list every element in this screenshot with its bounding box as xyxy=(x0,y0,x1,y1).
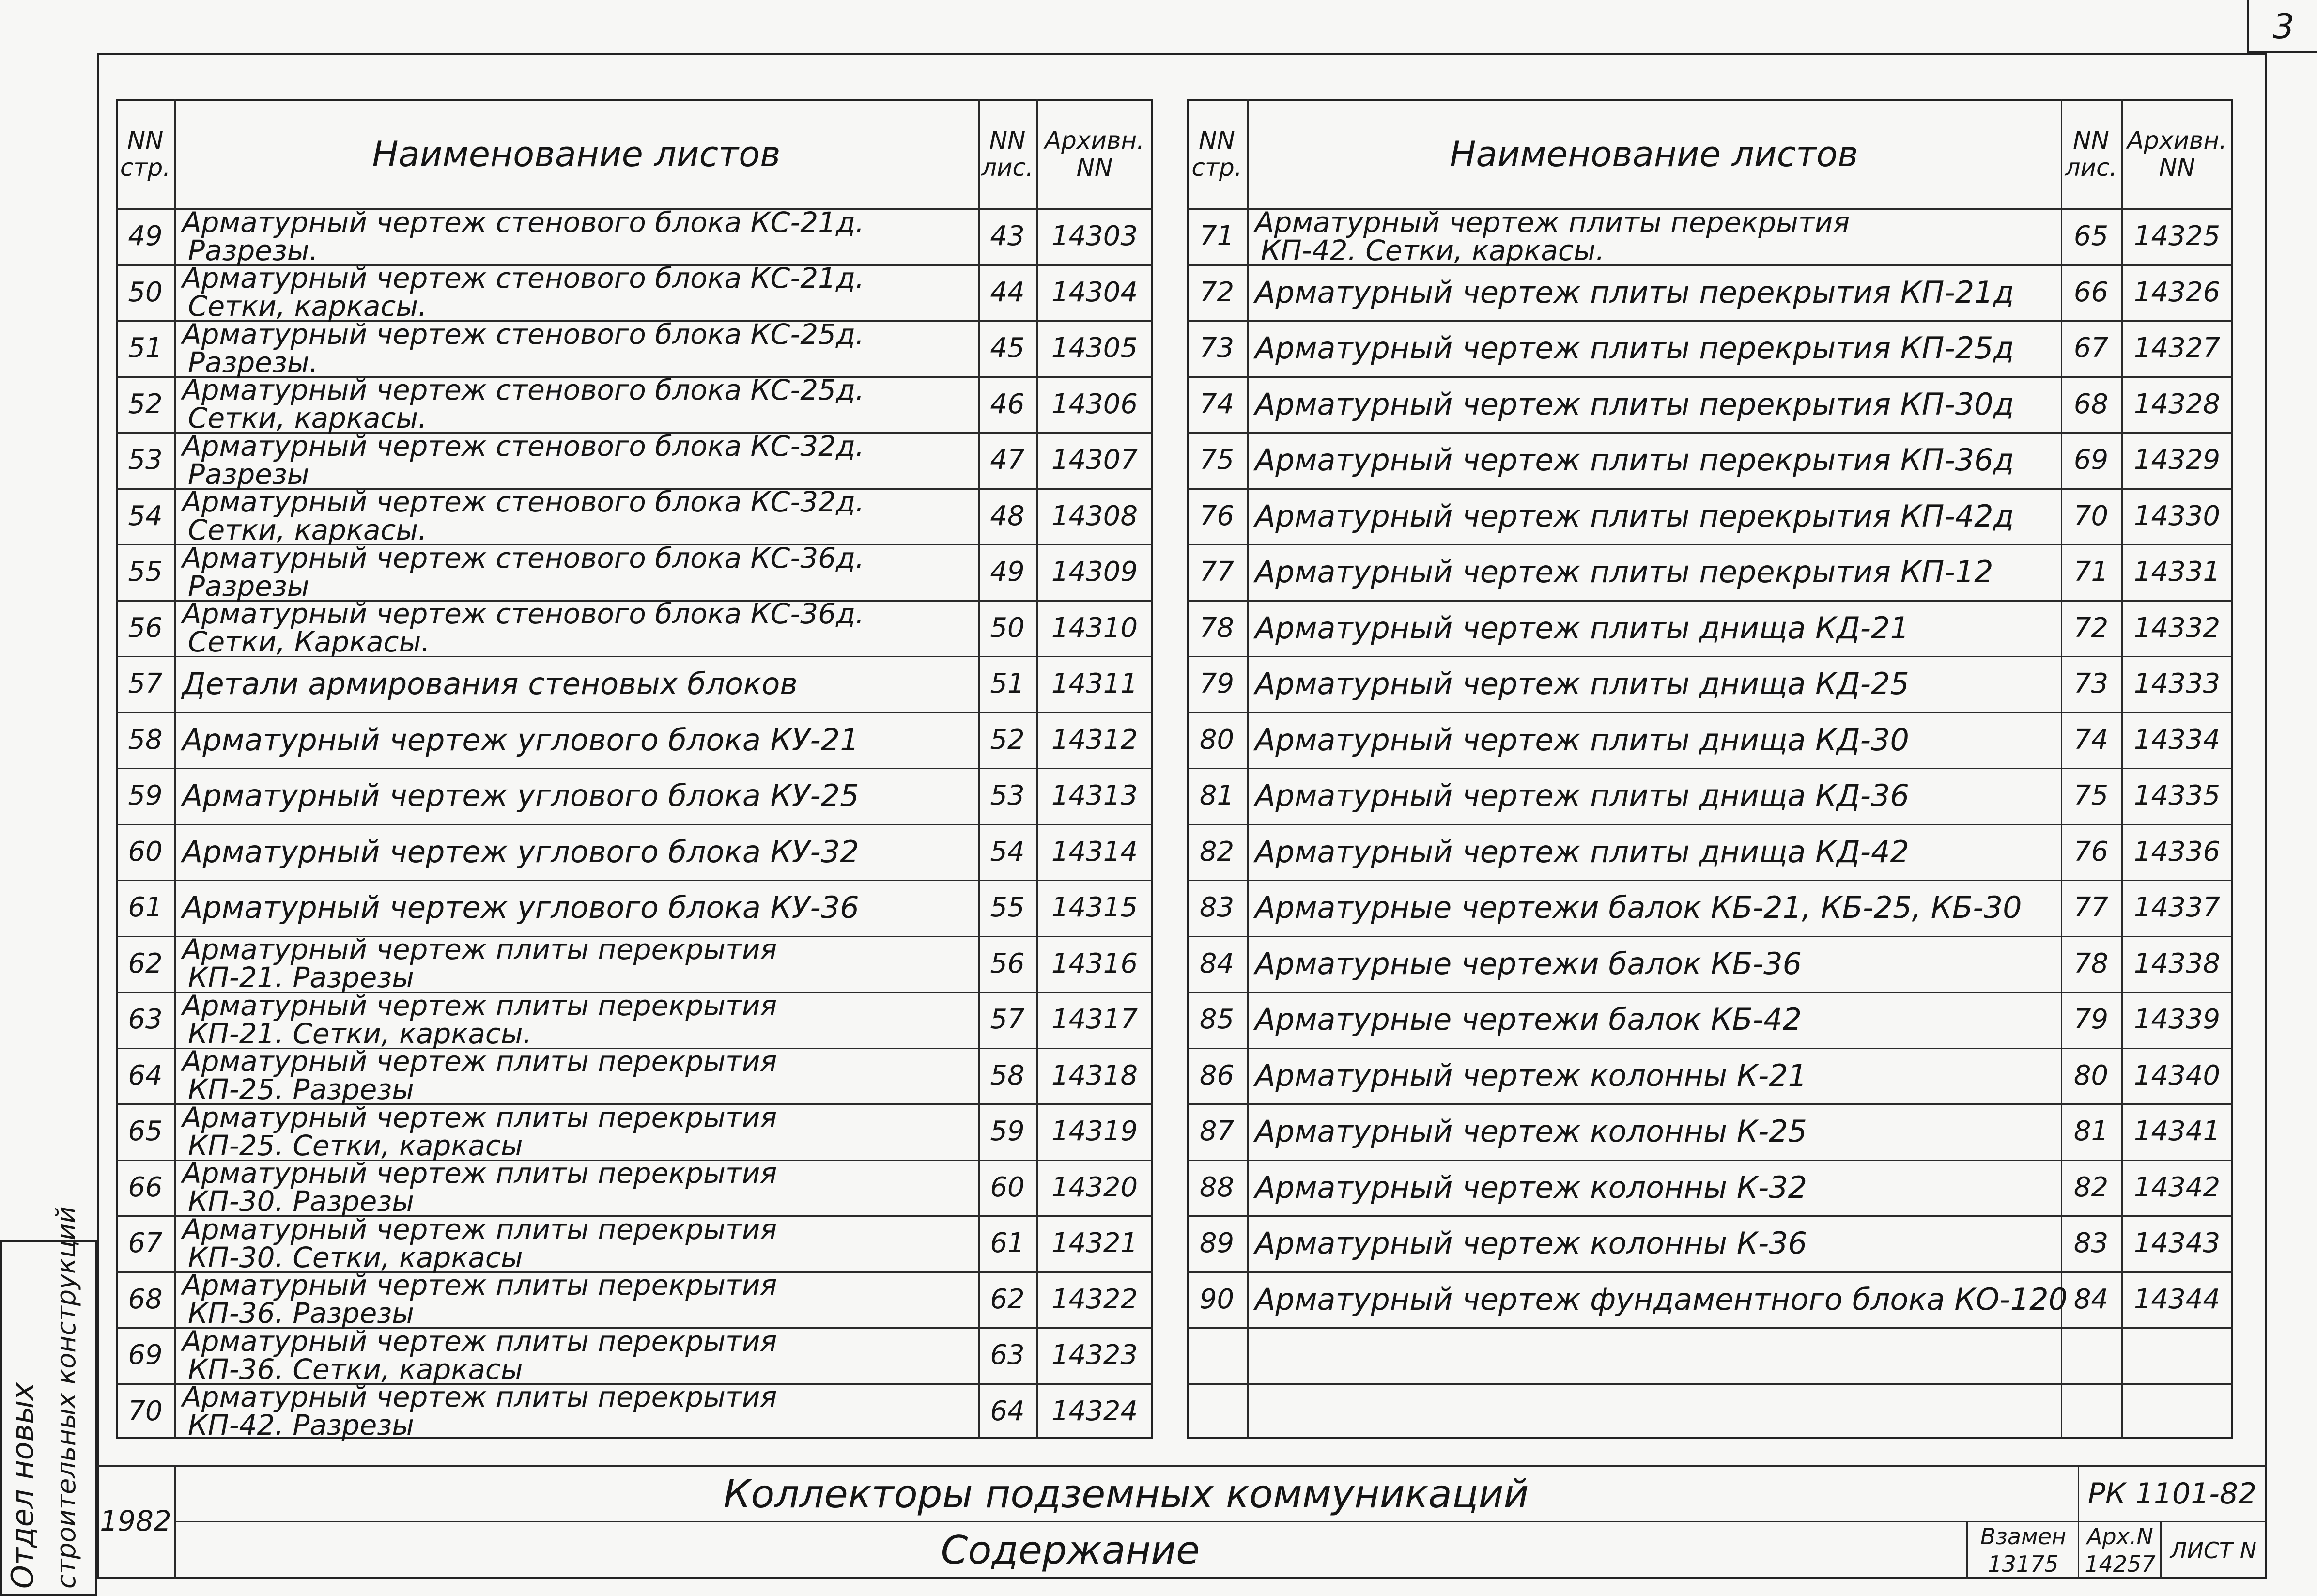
row-sheet-name-line: Сетки, каркасы. xyxy=(188,402,427,435)
row-sheet-name xyxy=(1247,1048,2061,1104)
row-sheet-number: 64 xyxy=(990,1395,1025,1427)
row-sheet-name xyxy=(1247,376,2061,433)
row-archive-number: 14341 xyxy=(2133,1116,2221,1147)
row-sheet-name-line: Арматурный чертеж плиты перекрытия xyxy=(182,1324,777,1358)
row-archive-number: 14330 xyxy=(2133,500,2221,532)
row-sheet-name xyxy=(174,1380,978,1442)
row-page-number xyxy=(1187,1383,1247,1440)
row-sheet-name xyxy=(174,1324,978,1386)
row-sheet-number: 60 xyxy=(990,1171,1025,1203)
row-archive-number: 14327 xyxy=(2133,332,2221,364)
row-page-number: 81 xyxy=(1199,780,1235,812)
row-sheet-name-line: КП-36. Разрезы xyxy=(188,1297,414,1330)
row-sheet-number: 73 xyxy=(2073,668,2109,700)
row-sheet-name-line: Арматурный чертеж плиты днища КД-21 xyxy=(1255,610,1909,646)
header-sheet-number xyxy=(978,99,1036,208)
row-sheet-number: 74 xyxy=(2073,724,2109,756)
row-archive-number: 14328 xyxy=(2133,388,2221,420)
row-page-number: 53 xyxy=(128,444,163,476)
row-sheet-name xyxy=(1247,544,2061,600)
row-archive-number: 14315 xyxy=(1051,892,1138,924)
row-archive-number: 14319 xyxy=(1051,1116,1138,1147)
row-page-number: 84 xyxy=(1199,947,1235,979)
row-sheet-number: 44 xyxy=(990,276,1025,308)
row-archive-number: 14324 xyxy=(1051,1395,1138,1427)
row-sheet-name-line: Арматурный чертеж углового блока КУ-21 xyxy=(182,722,859,758)
row-sheet-name-line: КП-25. Сетки, каркасы xyxy=(188,1129,523,1162)
row-sheet-name-line: Арматурный чертеж стенового блока КС-25д. xyxy=(182,373,865,407)
row-sheet-name xyxy=(1247,712,2061,768)
row-sheet-name-line: Арматурный чертеж стенового блока КС-36д. xyxy=(182,541,865,574)
row-sheet-name-line: Арматурный чертеж стенового блока КС-25д. xyxy=(182,317,865,351)
row-sheet-number: 45 xyxy=(990,332,1025,364)
row-sheet-number: 43 xyxy=(990,220,1025,252)
row-page-number: 89 xyxy=(1199,1227,1235,1259)
row-archive-number: 14336 xyxy=(2133,836,2221,868)
row-page-number: 71 xyxy=(1199,220,1235,252)
row-sheet-number: 81 xyxy=(2073,1116,2109,1147)
row-sheet-name-line: Арматурный чертеж углового блока КУ-36 xyxy=(182,890,859,926)
row-sheet-name xyxy=(1247,768,2061,824)
row-archive-number: 14306 xyxy=(1051,388,1138,420)
row-sheet-name xyxy=(174,597,978,659)
row-page-number: 64 xyxy=(128,1059,163,1091)
row-archive-number: 14326 xyxy=(2133,276,2221,308)
row-page-number: 80 xyxy=(1199,724,1235,756)
row-sheet-number: 72 xyxy=(2073,612,2109,644)
row-sheet-number xyxy=(2061,1383,2121,1440)
row-sheet-name-line: КП-42. Сетки, каркасы. xyxy=(1261,233,1605,267)
row-page-number: 60 xyxy=(128,836,163,868)
row-sheet-name-line: Арматурный чертеж плиты перекрытия КП-42д xyxy=(1255,498,2014,534)
row-page-number: 73 xyxy=(1199,332,1235,364)
sheet-number: 3 xyxy=(2272,7,2295,46)
row-page-number: 61 xyxy=(128,892,163,924)
header-page-number-line: стр. xyxy=(1191,153,1242,182)
row-sheet-name xyxy=(1247,1215,2061,1271)
row-sheet-name xyxy=(174,989,978,1050)
row-sheet-name xyxy=(174,205,978,267)
row-sheet-name xyxy=(174,712,978,768)
row-sheet-name-line: Арматурный чертеж колонны К-25 xyxy=(1255,1114,1807,1149)
header-archive-number-line: NN xyxy=(1076,153,1113,182)
row-sheet-name xyxy=(174,880,978,936)
row-sheet-name-line: Арматурный чертеж плиты днища КД-25 xyxy=(1255,666,1909,702)
header-sheet-name: Наименование листов xyxy=(372,133,781,174)
document-code: РК 1101-82 xyxy=(2087,1477,2257,1511)
row-sheet-name-line: Арматурный чертеж плиты перекрытия КП-25д xyxy=(1255,330,2014,366)
row-sheet-number: 53 xyxy=(990,780,1025,812)
row-sheet-number: 47 xyxy=(990,444,1025,476)
row-archive-number: 14329 xyxy=(2133,444,2221,476)
row-sheet-name xyxy=(1247,600,2061,656)
row-archive-number: 14304 xyxy=(1051,276,1138,308)
row-sheet-name-line: Разрезы xyxy=(188,457,309,491)
row-sheet-name xyxy=(174,768,978,824)
row-sheet-name xyxy=(174,317,978,379)
row-sheet-name xyxy=(1247,656,2061,712)
row-sheet-name-line: Арматурный чертеж плиты перекрытия КП-30д xyxy=(1255,386,2014,422)
row-sheet-name-line: Арматурные чертежи балок КБ-21, КБ-25, КБ-30 xyxy=(1255,890,2022,926)
row-sheet-number: 63 xyxy=(990,1339,1025,1371)
row-sheet-name-line: Арматурный чертеж стенового блока КС-21д. xyxy=(182,262,865,295)
header-archive-number-line: NN xyxy=(2159,153,2195,182)
row-sheet-name-line: Арматурный чертеж колонны К-21 xyxy=(1255,1057,1807,1093)
row-sheet-name-line: Сетки, каркасы. xyxy=(188,513,427,547)
row-page-number: 70 xyxy=(128,1395,163,1427)
row-sheet-name-line: Арматурный чертеж плиты перекрытия КП-36д xyxy=(1255,442,2014,478)
row-archive-number: 14331 xyxy=(2133,556,2221,588)
row-archive-number: 14343 xyxy=(2133,1227,2221,1259)
row-sheet-name-line: Арматурный чертеж плиты днища КД-30 xyxy=(1255,722,1909,758)
row-archive-number: 14338 xyxy=(2133,947,2221,979)
sheet-title: Содержание xyxy=(941,1528,1200,1573)
row-sheet-name-line: Арматурный чертеж углового блока КУ-32 xyxy=(182,834,859,869)
row-page-number: 50 xyxy=(128,276,163,308)
row-page-number: 65 xyxy=(128,1116,163,1147)
side-stamp-line1: Отдел новых xyxy=(5,1382,40,1589)
row-sheet-name-line: КП-42. Разрезы xyxy=(188,1409,414,1442)
row-page-number: 56 xyxy=(128,612,163,644)
row-sheet-number: 57 xyxy=(990,1004,1025,1036)
row-page-number: 54 xyxy=(128,500,163,532)
row-sheet-number: 59 xyxy=(990,1116,1025,1147)
row-sheet-name-line: Арматурные чертежи балок КБ-36 xyxy=(1255,945,1802,981)
row-sheet-name xyxy=(174,933,978,994)
row-sheet-name-line: Детали армирования стеновых блоков xyxy=(182,666,798,702)
row-sheet-name-line: КП-36. Сетки, каркасы xyxy=(188,1352,523,1386)
header-sheet-number-line: NN xyxy=(2073,126,2109,155)
row-sheet-name-line: Арматурный чертеж плиты перекрытия xyxy=(182,1157,777,1190)
row-page-number: 59 xyxy=(128,780,163,812)
header-page-number xyxy=(116,99,174,208)
row-page-number: 75 xyxy=(1199,444,1235,476)
row-sheet-name-line: Разрезы xyxy=(188,569,309,603)
row-sheet-name xyxy=(174,264,978,321)
row-archive-number: 14314 xyxy=(1051,836,1138,868)
replaces-value: 13175 xyxy=(1988,1551,2059,1577)
row-sheet-name xyxy=(1247,880,2061,936)
row-sheet-name xyxy=(174,485,978,547)
row-sheet-number: 83 xyxy=(2073,1227,2109,1259)
row-page-number: 79 xyxy=(1199,668,1235,700)
row-archive-number: 14320 xyxy=(1051,1171,1138,1203)
row-archive-number: 14303 xyxy=(1051,220,1138,252)
row-page-number: 83 xyxy=(1199,892,1235,924)
row-sheet-name xyxy=(174,1212,978,1274)
header-archive-number-line: Архивн. xyxy=(1044,126,1145,155)
row-sheet-name-line: КП-30. Сетки, каркасы xyxy=(188,1240,523,1274)
row-archive-number: 14337 xyxy=(2133,892,2221,924)
row-sheet-number: 84 xyxy=(2073,1283,2109,1315)
row-page-number: 51 xyxy=(128,332,163,364)
row-archive-number: 14313 xyxy=(1051,780,1138,812)
row-archive-number: 14309 xyxy=(1051,556,1138,588)
row-sheet-name-line: Арматурный чертеж плиты перекрытия xyxy=(1255,205,1850,239)
row-sheet-name-line: Арматурный чертеж стенового блока КС-32д. xyxy=(182,429,865,463)
row-page-number: 55 xyxy=(128,556,163,588)
row-sheet-name-line: Разрезы. xyxy=(188,345,318,379)
row-sheet-number: 79 xyxy=(2073,1004,2109,1036)
row-sheet-name-line: Арматурный чертеж плиты перекрытия xyxy=(182,1380,777,1414)
row-page-number: 72 xyxy=(1199,276,1235,308)
row-archive-number: 14334 xyxy=(2133,724,2221,756)
row-page-number: 90 xyxy=(1199,1283,1235,1315)
row-page-number: 58 xyxy=(128,724,163,756)
row-sheet-name xyxy=(174,1100,978,1162)
row-sheet-name xyxy=(1247,488,2061,544)
row-sheet-number: 77 xyxy=(2073,892,2109,924)
row-sheet-name xyxy=(1247,205,2061,267)
row-sheet-name xyxy=(174,1271,978,1328)
row-sheet-number: 58 xyxy=(990,1059,1025,1091)
row-sheet-name xyxy=(1247,992,2061,1048)
row-archive-number: 14311 xyxy=(1051,668,1138,700)
row-archive-number: 14339 xyxy=(2133,1004,2221,1036)
row-sheet-number: 46 xyxy=(990,388,1025,420)
row-archive-number: 14340 xyxy=(2133,1059,2221,1091)
row-page-number: 63 xyxy=(128,1004,163,1036)
row-sheet-name xyxy=(1247,936,2061,992)
row-sheet-number: 52 xyxy=(990,724,1025,756)
row-page-number: 85 xyxy=(1199,1004,1235,1036)
row-sheet-number: 69 xyxy=(2073,444,2109,476)
row-sheet-number xyxy=(2061,1327,2121,1383)
row-sheet-name-line: Арматурный чертеж плиты перекрытия КП-12 xyxy=(1255,554,1993,590)
row-sheet-name xyxy=(174,656,978,712)
row-sheet-name-line: Арматурный чертеж плиты перекрытия xyxy=(182,1212,777,1246)
row-sheet-number: 71 xyxy=(2073,556,2109,588)
row-archive-number: 14333 xyxy=(2133,668,2221,700)
row-sheet-name-line: КП-21. Разрезы xyxy=(188,961,414,994)
row-sheet-name xyxy=(1247,1383,2061,1440)
row-archive-number: 14307 xyxy=(1051,444,1138,476)
row-sheet-number: 48 xyxy=(990,500,1025,532)
header-sheet-number-line: NN xyxy=(989,126,1026,155)
row-sheet-name-line: Арматурный чертеж стенового блока КС-32д. xyxy=(182,485,865,519)
row-sheet-name xyxy=(1247,432,2061,488)
row-sheet-number: 50 xyxy=(990,612,1025,644)
row-page-number: 67 xyxy=(128,1227,163,1259)
row-sheet-name-line: Арматурные чертежи балок КБ-42 xyxy=(1255,1002,1802,1038)
row-sheet-name-line: Арматурный чертеж плиты перекрытия КП-21д xyxy=(1255,274,2014,310)
header-archive-number xyxy=(2121,99,2233,208)
row-page-number: 78 xyxy=(1199,612,1235,644)
row-sheet-number: 55 xyxy=(990,892,1025,924)
row-sheet-name-line: Арматурный чертеж плиты перекрытия xyxy=(182,933,777,966)
row-sheet-name-line: Арматурный чертеж колонны К-36 xyxy=(1255,1225,1807,1261)
row-sheet-name-line: Сетки, Каркасы. xyxy=(188,625,430,659)
row-sheet-name-line: Арматурный чертеж плиты днища КД-42 xyxy=(1255,834,1909,869)
row-sheet-name-line: Сетки, каркасы. xyxy=(188,290,427,323)
row-archive-number: 14310 xyxy=(1051,612,1138,644)
row-archive-number: 14321 xyxy=(1051,1227,1138,1259)
project-title: Коллекторы подземных коммуникаций xyxy=(723,1471,1529,1517)
replaces-label: Взамен xyxy=(1980,1523,2067,1550)
row-archive-number: 14344 xyxy=(2133,1283,2221,1315)
row-archive-number: 14323 xyxy=(1051,1339,1138,1371)
row-sheet-number: 65 xyxy=(2073,220,2109,252)
row-sheet-name-line: Арматурный чертеж плиты перекрытия xyxy=(182,1045,777,1078)
row-sheet-name xyxy=(174,373,978,435)
row-archive-number: 14308 xyxy=(1051,500,1138,532)
header-page-number xyxy=(1187,99,1247,208)
row-sheet-name xyxy=(174,1045,978,1106)
row-sheet-name xyxy=(174,824,978,880)
row-page-number: 82 xyxy=(1199,836,1235,868)
row-sheet-name-line: Арматурный чертеж углового блока КУ-25 xyxy=(182,778,859,814)
row-archive-number: 14312 xyxy=(1051,724,1138,756)
header-archive-number-line: Архивн. xyxy=(2127,126,2227,155)
header-page-number-line: NN xyxy=(127,126,164,155)
row-sheet-name xyxy=(1247,1160,2061,1216)
row-page-number: 62 xyxy=(128,947,163,979)
row-page-number: 87 xyxy=(1199,1116,1235,1147)
row-sheet-name xyxy=(174,429,978,491)
row-archive-number xyxy=(2121,1327,2233,1383)
row-sheet-name xyxy=(1247,1271,2068,1328)
row-sheet-name-line: КП-30. Разрезы xyxy=(188,1185,414,1218)
row-archive-number: 14335 xyxy=(2133,780,2221,812)
row-sheet-name-line: Арматурный чертеж стенового блока КС-36д. xyxy=(182,597,865,631)
row-sheet-name-line: Арматурный чертеж фундаментного блока КО-120 xyxy=(1255,1281,2068,1317)
row-page-number: 49 xyxy=(128,220,163,252)
row-archive-number: 14342 xyxy=(2133,1171,2221,1203)
row-page-number: 57 xyxy=(128,668,163,700)
row-sheet-name-line: Арматурный чертеж плиты днища КД-36 xyxy=(1255,778,1909,814)
row-sheet-number: 56 xyxy=(990,947,1025,979)
row-sheet-number: 66 xyxy=(2073,276,2109,308)
row-sheet-name xyxy=(174,541,978,603)
row-sheet-number: 80 xyxy=(2073,1059,2109,1091)
row-page-number: 69 xyxy=(128,1339,163,1371)
row-archive-number: 14316 xyxy=(1051,947,1138,979)
row-sheet-name-line: Арматурный чертеж стенового блока КС-21д. xyxy=(182,205,865,239)
row-sheet-number: 75 xyxy=(2073,780,2109,812)
header-archive-number xyxy=(1036,99,1153,208)
title-year: 1982 xyxy=(100,1504,171,1537)
header-page-number-line: стр. xyxy=(120,153,171,182)
row-archive-number xyxy=(2121,1383,2233,1440)
row-page-number: 76 xyxy=(1199,500,1235,532)
row-sheet-number: 78 xyxy=(2073,947,2109,979)
row-sheet-name-line: КП-21. Сетки, каркасы. xyxy=(188,1017,532,1050)
row-page-number: 86 xyxy=(1199,1059,1235,1091)
header-sheet-number-line: лис. xyxy=(2065,153,2117,182)
header-sheet-name: Наименование листов xyxy=(1450,133,1858,174)
row-sheet-name-line: Разрезы. xyxy=(188,233,318,267)
row-archive-number: 14322 xyxy=(1051,1283,1138,1315)
row-page-number: 77 xyxy=(1199,556,1235,588)
row-page-number: 52 xyxy=(128,388,163,420)
header-page-number-line: NN xyxy=(1199,126,1235,155)
row-archive-number: 14318 xyxy=(1051,1059,1138,1091)
row-sheet-name xyxy=(1247,1103,2061,1160)
row-sheet-name-line: КП-25. Разрезы xyxy=(188,1073,414,1106)
row-sheet-name xyxy=(1247,264,2061,321)
row-archive-number: 14305 xyxy=(1051,332,1138,364)
row-sheet-number: 82 xyxy=(2073,1171,2109,1203)
row-sheet-name-line: Арматурный чертеж колонны К-32 xyxy=(1255,1169,1807,1205)
row-sheet-number: 70 xyxy=(2073,500,2109,532)
row-sheet-number: 54 xyxy=(990,836,1025,868)
archive-label: Арх.N xyxy=(2087,1523,2153,1550)
side-stamp-line2: строительных конструкций xyxy=(51,1206,81,1589)
row-sheet-number: 61 xyxy=(990,1227,1025,1259)
row-sheet-number: 76 xyxy=(2073,836,2109,868)
row-sheet-name xyxy=(1247,1327,2061,1383)
row-sheet-number: 67 xyxy=(2073,332,2109,364)
header-sheet-number-line: лис. xyxy=(981,153,1034,182)
row-sheet-number: 62 xyxy=(990,1283,1025,1315)
sheet-label: ЛИСТ N xyxy=(2170,1537,2257,1564)
row-archive-number: 14325 xyxy=(2133,220,2221,252)
row-archive-number: 14332 xyxy=(2133,612,2221,644)
row-sheet-name xyxy=(1247,320,2061,376)
row-page-number: 74 xyxy=(1199,388,1235,420)
row-sheet-number: 68 xyxy=(2073,388,2109,420)
row-page-number: 68 xyxy=(128,1283,163,1315)
row-sheet-number: 51 xyxy=(990,668,1025,700)
row-sheet-name-line: Арматурный чертеж плиты перекрытия xyxy=(182,1269,777,1302)
row-sheet-number: 49 xyxy=(990,556,1025,588)
archive-value: 14257 xyxy=(2085,1551,2156,1577)
row-sheet-name-line: Арматурный чертеж плиты перекрытия xyxy=(182,1100,777,1134)
row-page-number: 66 xyxy=(128,1171,163,1203)
row-page-number: 88 xyxy=(1199,1171,1235,1203)
row-page-number xyxy=(1187,1327,1247,1383)
row-archive-number: 14317 xyxy=(1051,1004,1138,1036)
row-sheet-name xyxy=(174,1157,978,1218)
row-sheet-name xyxy=(1247,824,2061,880)
row-sheet-name-line: Арматурный чертеж плиты перекрытия xyxy=(182,989,777,1022)
header-sheet-number xyxy=(2061,99,2121,208)
